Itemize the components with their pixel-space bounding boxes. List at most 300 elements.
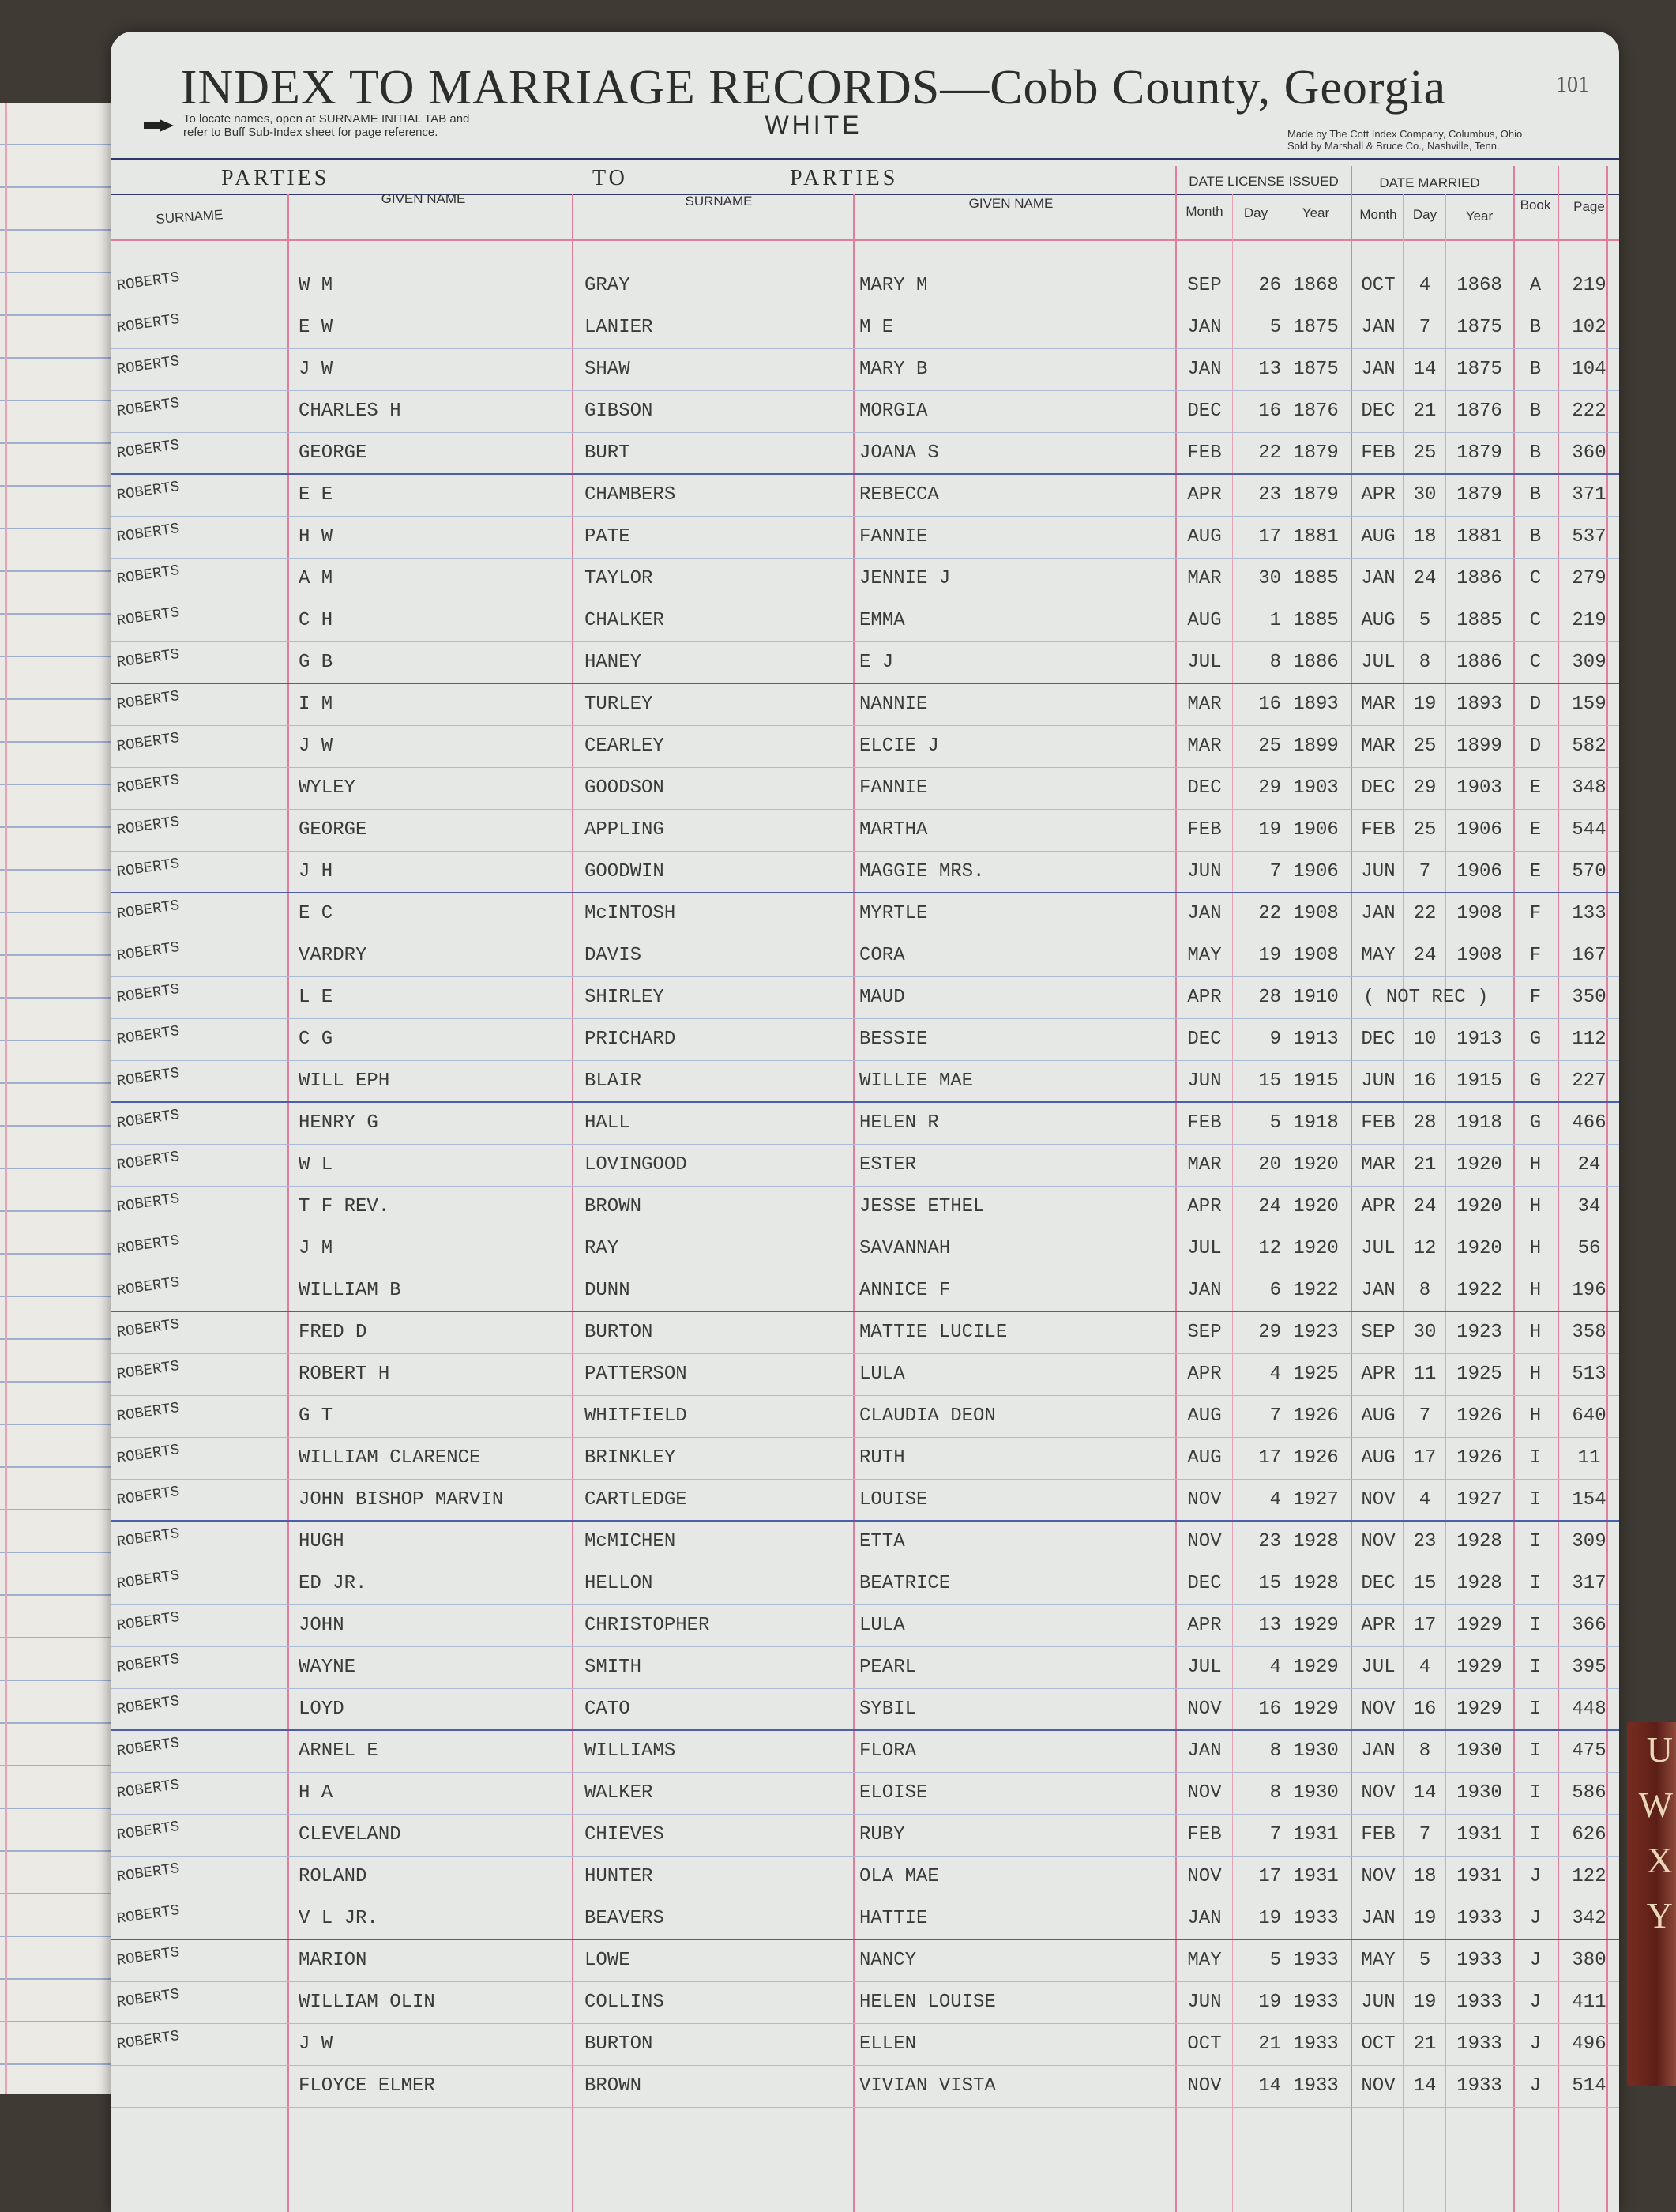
- page-cell: 360: [1572, 442, 1606, 464]
- married-month-cell: JUL: [1361, 652, 1396, 673]
- married-month-cell: FEB: [1361, 1824, 1396, 1845]
- license-day-cell: 19: [1258, 819, 1281, 841]
- license-day-cell: 25: [1258, 735, 1281, 757]
- license-month-cell: MAR: [1187, 735, 1222, 757]
- license-month-cell: AUG: [1187, 610, 1222, 631]
- married-day-cell: 19: [1413, 1992, 1437, 2013]
- married-day-cell: 4: [1419, 1489, 1431, 1510]
- book-cell: H: [1529, 1364, 1542, 1385]
- license-month-cell: JAN: [1187, 1740, 1222, 1762]
- surname-cell: ROBERTS: [115, 352, 181, 378]
- license-year-cell: 1875: [1293, 317, 1339, 338]
- spouse-surname-cell: RAY: [584, 1238, 619, 1259]
- married-month-cell: JAN: [1361, 1280, 1396, 1301]
- license-year-cell: 1908: [1293, 903, 1339, 924]
- married-day-cell: 18: [1413, 526, 1437, 547]
- married-month-cell: FEB: [1361, 819, 1396, 841]
- book-cell: H: [1529, 1280, 1542, 1301]
- married-year-cell: 1879: [1456, 442, 1502, 464]
- book-cell: I: [1529, 1489, 1542, 1510]
- license-year-cell: 1915: [1293, 1070, 1339, 1092]
- married-year-cell: 1929: [1456, 1698, 1502, 1720]
- spouse-given-name-cell: HELEN R: [859, 1112, 939, 1134]
- license-month-cell: NOV: [1187, 1866, 1222, 1887]
- license-month-cell: JAN: [1187, 1280, 1222, 1301]
- surname-cell: ROBERTS: [115, 770, 181, 797]
- surname-cell: ROBERTS: [115, 1063, 181, 1090]
- license-month-cell: JUL: [1187, 1238, 1222, 1259]
- married-year-cell: 1875: [1456, 359, 1502, 380]
- spouse-given-name-cell: JOANA S: [859, 442, 939, 464]
- married-day-cell: 24: [1413, 945, 1437, 966]
- spouse-surname-cell: LANIER: [584, 317, 653, 338]
- license-month-cell: AUG: [1187, 1447, 1222, 1469]
- spouse-given-name-cell: OLA MAE: [859, 1866, 939, 1887]
- married-day-cell: 21: [1413, 2033, 1437, 2055]
- given-name2-header: GIVEN NAME: [968, 196, 1054, 211]
- surname-cell: ROBERTS: [115, 1984, 181, 2011]
- surname-cell: ROBERTS: [115, 938, 181, 965]
- spouse-given-name-cell: SYBIL: [859, 1698, 917, 1720]
- table-row: [111, 767, 1619, 810]
- given-name-cell: CLEVELAND: [299, 1824, 401, 1845]
- married-year-cell: 1920: [1456, 1238, 1502, 1259]
- married-year-cell: 1933: [1456, 1992, 1502, 2013]
- spouse-surname-cell: SMITH: [584, 1657, 642, 1678]
- book-cell: H: [1529, 1196, 1542, 1217]
- license-day-cell: 4: [1269, 1364, 1281, 1385]
- license-month-cell: APR: [1187, 1615, 1222, 1636]
- spouse-surname-cell: CHAMBERS: [584, 484, 676, 506]
- book-cell: J: [1529, 2075, 1542, 2097]
- page-cell: 448: [1572, 1698, 1606, 1720]
- married-month-cell: JAN: [1361, 359, 1396, 380]
- table-row: [111, 432, 1619, 475]
- spouse-surname-cell: TAYLOR: [584, 568, 653, 589]
- spouse-given-name-cell: LULA: [859, 1615, 905, 1636]
- spouse-given-name-cell: MATTIE LUCILE: [859, 1322, 1008, 1343]
- married-month-cell: APR: [1361, 484, 1396, 506]
- spouse-given-name-cell: MARY M: [859, 275, 928, 296]
- license-day-cell: 5: [1269, 1950, 1281, 1971]
- spouse-surname-cell: BEAVERS: [584, 1908, 664, 1929]
- table-row: [111, 474, 1619, 517]
- surname-cell: ROBERTS: [115, 393, 181, 420]
- married-day-cell: 19: [1413, 1908, 1437, 1929]
- married-month-cell: JUN: [1361, 1070, 1396, 1092]
- spouse-surname-cell: BLAIR: [584, 1070, 642, 1092]
- license-month-cell: MAR: [1187, 694, 1222, 715]
- given-name-cell: MARION: [299, 1950, 367, 1971]
- maker-line: Sold by Marshall & Bruce Co., Nashville, Tenn.: [1287, 140, 1500, 152]
- married-month-cell: AUG: [1361, 526, 1396, 547]
- spouse-surname-cell: GOODWIN: [584, 861, 664, 882]
- given-name-cell: HENRY G: [299, 1112, 378, 1134]
- given-name-cell: WILLIAM CLARENCE: [299, 1447, 481, 1469]
- license-year-cell: 1881: [1293, 526, 1339, 547]
- book-cell: C: [1529, 652, 1542, 673]
- married-month-cell: MAY: [1361, 945, 1396, 966]
- surname-cell: ROBERTS: [115, 1524, 181, 1551]
- married-year-cell: 1875: [1456, 317, 1502, 338]
- ledger-page: [111, 32, 1619, 2212]
- married-month-cell: JUL: [1361, 1657, 1396, 1678]
- license-year-cell: 1920: [1293, 1196, 1339, 1217]
- license-day-cell: 4: [1269, 1657, 1281, 1678]
- page-cell: 222: [1572, 401, 1606, 422]
- page-cell: 219: [1572, 610, 1606, 631]
- book-cell: G: [1529, 1112, 1542, 1134]
- married-year-cell: 1879: [1456, 484, 1502, 506]
- surname-cell: ROBERTS: [115, 519, 181, 546]
- license-year-cell: 1928: [1293, 1531, 1339, 1552]
- license-year-cell: 1931: [1293, 1824, 1339, 1845]
- left-page-margin-rule: [5, 103, 7, 2094]
- license-year-cell: 1885: [1293, 610, 1339, 631]
- spouse-surname-cell: BURTON: [584, 2033, 653, 2055]
- surname-cell: ROBERTS: [115, 1901, 181, 1928]
- table-row: [111, 1437, 1619, 1480]
- surname-cell: ROBERTS: [115, 1650, 181, 1676]
- page-cell: 309: [1572, 1531, 1606, 1552]
- surname-cell: ROBERTS: [115, 1189, 181, 1216]
- given-name-cell: G B: [299, 652, 333, 673]
- spouse-surname-cell: McMICHEN: [584, 1531, 676, 1552]
- married-year-cell: 1906: [1456, 861, 1502, 882]
- spouse-surname-cell: CHALKER: [584, 610, 664, 631]
- married-group-label: DATE MARRIED: [1379, 175, 1480, 190]
- married-day-cell: 8: [1419, 1280, 1431, 1301]
- spouse-given-name-cell: LOUISE: [859, 1489, 928, 1510]
- given-name-cell: ROBERT H: [299, 1364, 390, 1385]
- license-group-label: DATE LICENSE ISSUED: [1189, 174, 1339, 189]
- license-year-cell: 1899: [1293, 735, 1339, 757]
- given-name-cell: GEORGE: [299, 442, 367, 464]
- married-month-cell: NOV: [1361, 2075, 1396, 2097]
- license-month-cell: JUL: [1187, 652, 1222, 673]
- page-cell: 112: [1572, 1029, 1606, 1050]
- given-name-cell: G T: [299, 1405, 333, 1427]
- left-facing-page: [0, 103, 122, 2094]
- license-year-cell: 1906: [1293, 861, 1339, 882]
- license-month-cell: JUL: [1187, 1657, 1222, 1678]
- spouse-surname-cell: SHAW: [584, 359, 630, 380]
- license-day-cell: 21: [1258, 2033, 1281, 2055]
- license-day-cell: 23: [1258, 484, 1281, 506]
- license-year-cell: 1868: [1293, 275, 1339, 296]
- spouse-given-name-cell: MARTHA: [859, 819, 928, 841]
- license-year-cell: 1925: [1293, 1364, 1339, 1385]
- married-day-cell: 17: [1413, 1615, 1437, 1636]
- spouse-surname-cell: DAVIS: [584, 945, 642, 966]
- married-day-cell: 24: [1413, 1196, 1437, 1217]
- spouse-given-name-cell: WILLIE MAE: [859, 1070, 974, 1092]
- married-day-header: Day: [1412, 207, 1437, 222]
- table-row: [111, 1186, 1619, 1228]
- license-year-cell: 1928: [1293, 1573, 1339, 1594]
- page-cell: 104: [1572, 359, 1606, 380]
- license-day-cell: 14: [1258, 2075, 1281, 2097]
- surname-cell: ROBERTS: [115, 310, 181, 337]
- spouse-given-name-cell: MAGGIE MRS.: [859, 861, 985, 882]
- surname-cell: ROBERTS: [115, 812, 181, 839]
- book-cell: E: [1529, 819, 1542, 841]
- married-month-cell: NOV: [1361, 1489, 1396, 1510]
- book-cell: E: [1529, 861, 1542, 882]
- surname-cell: ROBERTS: [115, 1021, 181, 1048]
- given-name-cell: J W: [299, 2033, 333, 2055]
- book-cell: B: [1529, 317, 1542, 338]
- book-cell: I: [1529, 1615, 1542, 1636]
- license-month-cell: JUN: [1187, 861, 1222, 882]
- married-day-cell: 5: [1419, 610, 1431, 631]
- license-day-cell: 17: [1258, 1447, 1281, 1469]
- married-year-cell: 1876: [1456, 401, 1502, 422]
- given-name-header: GIVEN NAME: [381, 191, 466, 206]
- license-day-cell: 1: [1269, 610, 1281, 631]
- married-year-cell: 1928: [1456, 1531, 1502, 1552]
- spouse-given-name-cell: FANNIE: [859, 777, 928, 799]
- to-label: TO: [592, 166, 628, 190]
- page-number: 101: [1556, 73, 1589, 97]
- license-day-cell: 19: [1258, 945, 1281, 966]
- license-year-cell: 1913: [1293, 1029, 1339, 1050]
- book-cell: C: [1529, 568, 1542, 589]
- page-cell: 513: [1572, 1364, 1606, 1385]
- right-background-strip: [1627, 1722, 1676, 2086]
- spouse-surname-cell: CHRISTOPHER: [584, 1615, 710, 1636]
- married-year-cell: 1922: [1456, 1280, 1502, 1301]
- spouse-surname-cell: PATTERSON: [584, 1364, 687, 1385]
- license-year-cell: 1903: [1293, 777, 1339, 799]
- married-month-cell: APR: [1361, 1196, 1396, 1217]
- page-cell: 626: [1572, 1824, 1606, 1845]
- spouse-surname-cell: WHITFIELD: [584, 1405, 687, 1427]
- table-row: [111, 976, 1619, 1019]
- spouse-surname-cell: HELLON: [584, 1573, 653, 1594]
- page-cell: 475: [1572, 1740, 1606, 1762]
- book-cell: B: [1529, 526, 1542, 547]
- license-year-cell: 1879: [1293, 442, 1339, 464]
- surname-cell: ROBERTS: [115, 1273, 181, 1300]
- book-cell: I: [1529, 1447, 1542, 1469]
- spouse-given-name-cell: HELEN LOUISE: [859, 1992, 996, 2013]
- married-month-cell: MAR: [1361, 694, 1396, 715]
- married-year-cell: 1899: [1456, 735, 1502, 757]
- surname-cell: ROBERTS: [115, 896, 181, 923]
- married-day-cell: 8: [1419, 1740, 1431, 1762]
- spouse-surname-cell: APPLING: [584, 819, 664, 841]
- license-month-cell: APR: [1187, 1364, 1222, 1385]
- married-year-cell: 1933: [1456, 2075, 1502, 2097]
- spouse-surname-cell: PATE: [584, 526, 630, 547]
- page-cell: 514: [1572, 2075, 1606, 2097]
- table-row: [111, 1060, 1619, 1103]
- page-cell: 227: [1572, 1070, 1606, 1092]
- page-cell: 395: [1572, 1657, 1606, 1678]
- page-cell: 279: [1572, 568, 1606, 589]
- given-name-cell: WILLIAM OLIN: [299, 1992, 435, 2013]
- married-year-cell: 1913: [1456, 1029, 1502, 1050]
- page-cell: 24: [1577, 1154, 1601, 1176]
- married-day-cell: 30: [1413, 1322, 1437, 1343]
- given-name-cell: A M: [299, 568, 333, 589]
- married-day-cell: 24: [1413, 568, 1437, 589]
- surname-cell: ROBERTS: [115, 1315, 181, 1341]
- given-name-cell: VARDRY: [299, 945, 367, 966]
- license-month-cell: NOV: [1187, 1782, 1222, 1804]
- page-cell: 56: [1577, 1238, 1601, 1259]
- spouse-surname-cell: HUNTER: [584, 1866, 653, 1887]
- given-name-cell: WILLIAM B: [299, 1280, 401, 1301]
- married-year-cell: 1927: [1456, 1489, 1502, 1510]
- married-year-cell: 1926: [1456, 1405, 1502, 1427]
- table-row: [111, 809, 1619, 852]
- book-cell: I: [1529, 1657, 1542, 1678]
- license-day-cell: 4: [1269, 1489, 1281, 1510]
- married-day-cell: 25: [1413, 735, 1437, 757]
- license-month-cell: MAY: [1187, 1950, 1222, 1971]
- license-day-cell: 5: [1269, 317, 1281, 338]
- married-day-cell: 12: [1413, 1238, 1437, 1259]
- given-name-cell: T F REV.: [299, 1196, 390, 1217]
- married-year-header: Year: [1465, 209, 1494, 224]
- spouse-surname-cell: HANEY: [584, 652, 642, 673]
- married-month-cell: NOV: [1361, 1531, 1396, 1552]
- surname-header: SURNAME: [155, 207, 224, 227]
- married-year-cell: 1928: [1456, 1573, 1502, 1594]
- spouse-given-name-cell: RUTH: [859, 1447, 905, 1469]
- married-day-cell: 8: [1419, 652, 1431, 673]
- license-day-cell: 7: [1269, 1824, 1281, 1845]
- spouse-surname-cell: GRAY: [584, 275, 630, 296]
- license-day-cell: 17: [1258, 1866, 1281, 1887]
- spouse-surname-cell: CARTLEDGE: [584, 1489, 687, 1510]
- table-row: [111, 1939, 1619, 1982]
- license-year-cell: 1929: [1293, 1698, 1339, 1720]
- page-cell: 537: [1572, 526, 1606, 547]
- license-year-header: Year: [1302, 205, 1330, 220]
- license-year-cell: 1906: [1293, 819, 1339, 841]
- license-day-cell: 13: [1258, 1615, 1281, 1636]
- married-year-cell: 1929: [1456, 1657, 1502, 1678]
- spouse-surname-cell: BRINKLEY: [584, 1447, 676, 1469]
- married-month-cell: NOV: [1361, 1698, 1396, 1720]
- page-cell: 586: [1572, 1782, 1606, 1804]
- spouse-surname-cell: CHIEVES: [584, 1824, 664, 1845]
- spouse-surname-cell: CATO: [584, 1698, 630, 1720]
- married-year-cell: 1908: [1456, 903, 1502, 924]
- table-row: [111, 307, 1619, 349]
- spouse-given-name-cell: NANCY: [859, 1950, 917, 1971]
- page-cell: 348: [1572, 777, 1606, 799]
- license-year-cell: 1930: [1293, 1740, 1339, 1762]
- table-row: [111, 1981, 1619, 2024]
- married-month-cell: JAN: [1361, 317, 1396, 338]
- given-name-cell: JOHN: [299, 1615, 344, 1636]
- license-day-cell: 22: [1258, 903, 1281, 924]
- married-year-cell: 1918: [1456, 1112, 1502, 1134]
- married-year-cell: 1933: [1456, 2033, 1502, 2055]
- table-row: [111, 1018, 1619, 1061]
- book-cell: G: [1529, 1070, 1542, 1092]
- license-month-cell: FEB: [1187, 1824, 1222, 1845]
- married-year-cell: 1933: [1456, 1950, 1502, 1971]
- surname-cell: ROBERTS: [115, 1398, 181, 1425]
- married-year-cell: 1903: [1456, 777, 1502, 799]
- license-day-cell: 22: [1258, 442, 1281, 464]
- spouse-surname-cell: PRICHARD: [584, 1029, 676, 1050]
- married-month-cell: NOV: [1361, 1782, 1396, 1804]
- page-cell: 380: [1572, 1950, 1606, 1971]
- table-row: [111, 1604, 1619, 1647]
- table-row: [111, 600, 1619, 642]
- table-row: [111, 1228, 1619, 1270]
- married-month-cell: APR: [1361, 1364, 1396, 1385]
- license-day-cell: 8: [1269, 1740, 1281, 1762]
- married-month-cell: JAN: [1361, 1740, 1396, 1762]
- table-row: [111, 1563, 1619, 1605]
- spouse-surname-cell: LOWE: [584, 1950, 630, 1971]
- married-day-cell: 18: [1413, 1866, 1437, 1887]
- book-cell: J: [1529, 1908, 1542, 1929]
- married-year-cell: 1929: [1456, 1615, 1502, 1636]
- married-day-cell: 29: [1413, 777, 1437, 799]
- married-day-cell: 14: [1413, 2075, 1437, 2097]
- spouse-surname-cell: GIBSON: [584, 401, 653, 422]
- surname-cell: ROBERTS: [115, 1440, 181, 1467]
- married-year-cell: 1908: [1456, 945, 1502, 966]
- given-name-cell: C H: [299, 610, 333, 631]
- surname-cell: ROBERTS: [115, 1608, 181, 1635]
- married-month-cell: JAN: [1361, 568, 1396, 589]
- book-header: Book: [1520, 198, 1551, 213]
- license-day-cell: 7: [1269, 1405, 1281, 1427]
- table-row: [111, 1772, 1619, 1815]
- married-month-cell: JUN: [1361, 861, 1396, 882]
- surname-cell: ROBERTS: [115, 1733, 181, 1760]
- spouse-given-name-cell: VIVIAN VISTA: [859, 2075, 996, 2097]
- given-name-cell: V L JR.: [299, 1908, 378, 1929]
- table-row: [111, 516, 1619, 559]
- table-row: [111, 641, 1619, 684]
- license-month-cell: APR: [1187, 484, 1222, 506]
- spouse-surname-cell: BURT: [584, 442, 630, 464]
- married-day-cell: 14: [1413, 359, 1437, 380]
- married-year-cell: 1933: [1456, 1908, 1502, 1929]
- strip-glyph: Y: [1646, 1895, 1673, 1936]
- spouse-given-name-cell: SAVANNAH: [859, 1238, 951, 1259]
- page-subtitle: WHITE: [765, 111, 862, 139]
- married-day-cell: 7: [1419, 861, 1431, 882]
- page-cell: 309: [1572, 652, 1606, 673]
- married-month-cell: JAN: [1361, 903, 1396, 924]
- given-name-cell: ED JR.: [299, 1573, 367, 1594]
- table-row: [111, 1395, 1619, 1438]
- given-name-cell: JOHN BISHOP MARVIN: [299, 1489, 504, 1510]
- married-year-cell: 1906: [1456, 819, 1502, 841]
- book-cell: G: [1529, 1029, 1542, 1050]
- spouse-given-name-cell: NANNIE: [859, 694, 928, 715]
- page-cell: 133: [1572, 903, 1606, 924]
- given-name-cell: WAYNE: [299, 1657, 356, 1678]
- married-month-cell: FEB: [1361, 442, 1396, 464]
- page-cell: 411: [1572, 1992, 1606, 2013]
- license-month-cell: FEB: [1187, 1112, 1222, 1134]
- spouse-surname-cell: BURTON: [584, 1322, 653, 1343]
- spouse-given-name-cell: RUBY: [859, 1824, 905, 1845]
- license-year-cell: 1930: [1293, 1782, 1339, 1804]
